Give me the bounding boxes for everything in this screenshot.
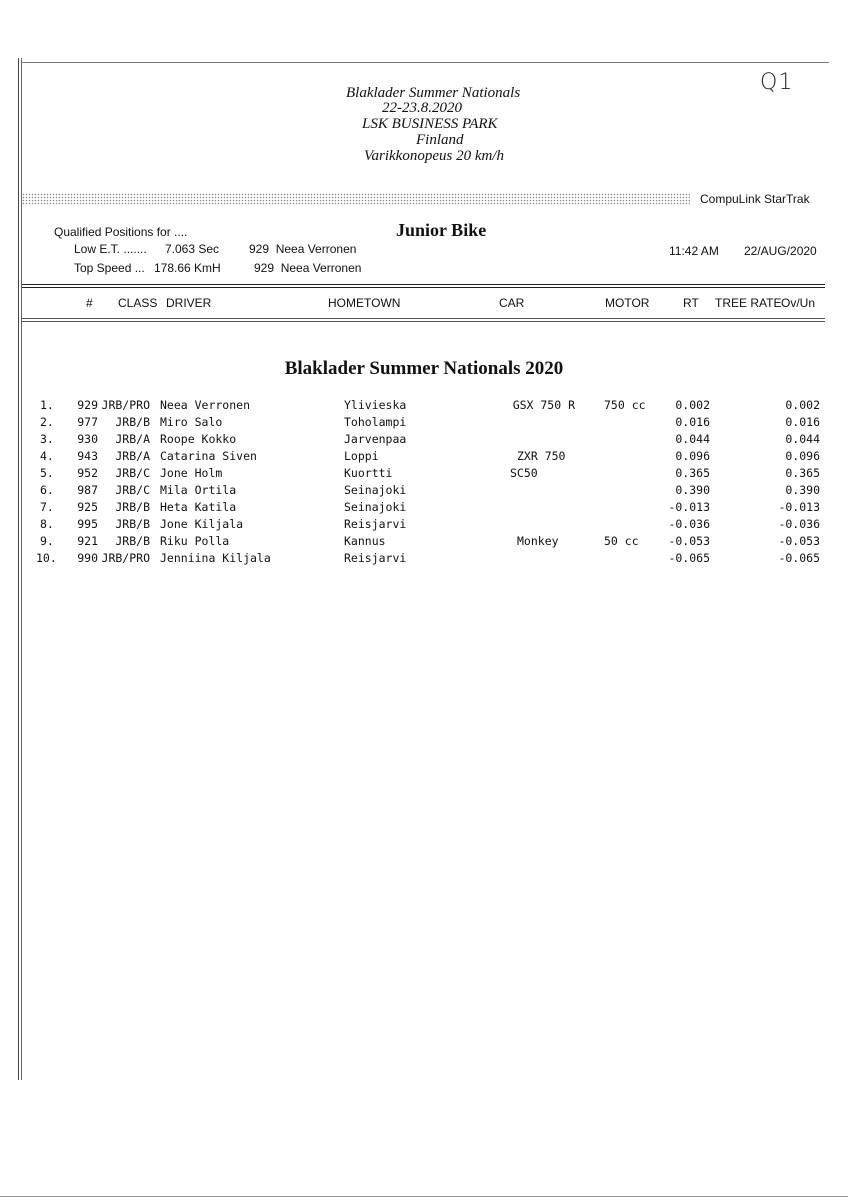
page-border-left-inner (21, 58, 22, 1080)
low-et-label: Low E.T. ....... (74, 242, 147, 256)
cell-pos: 3. (40, 432, 54, 446)
table-row (0, 517, 848, 534)
cell-ov-un: -0.013 (778, 500, 820, 514)
class-title: Junior Bike (396, 220, 487, 240)
cell-driver: Heta Katila (160, 500, 237, 514)
event-pit-speed: Varikkonopeus 20 km/h (364, 148, 504, 164)
cell-class: JRB/B (115, 415, 150, 429)
cell-class: JRB/A (115, 432, 150, 446)
cell-class: JRB/B (115, 534, 150, 548)
table-row (0, 398, 848, 415)
cell-class: JRB/A (115, 449, 150, 463)
cell-num: 929 (77, 398, 98, 412)
cell-class: JRB/C (115, 466, 150, 480)
cell-num: 952 (77, 466, 98, 480)
cell-driver: Catarina Siven (160, 449, 257, 463)
cell-ov-un: 0.044 (785, 432, 820, 446)
cell-pos: 1. (40, 398, 54, 412)
col-driver: DRIVER (166, 296, 212, 310)
cell-rt: -0.013 (668, 500, 710, 514)
header-rule-bottom (22, 318, 825, 319)
cell-class: JRB/PRO (101, 551, 150, 565)
cell-car: Monkey (517, 534, 559, 548)
cell-num: 987 (77, 483, 98, 497)
cell-hometown: Ylivieska (344, 398, 407, 412)
cell-driver: Roope Kokko (160, 432, 237, 446)
cell-driver: Jone Holm (160, 466, 223, 480)
table-row (0, 500, 848, 517)
cell-hometown: Loppi (344, 449, 379, 463)
low-et-value: 7.063 Sec (165, 242, 220, 256)
cell-class: JRB/B (115, 517, 150, 531)
cell-driver: Riku Polla (160, 534, 230, 548)
cell-ov-un: -0.053 (778, 534, 820, 548)
dotted-separator (22, 193, 690, 205)
cell-num: 943 (77, 449, 98, 463)
table-row (0, 466, 848, 483)
cell-driver: Jenniina Kiljala (160, 551, 271, 565)
cell-hometown: Kannus (344, 534, 386, 548)
cell-pos: 6. (40, 483, 54, 497)
col-hometown: HOMETOWN (328, 296, 401, 310)
cell-pos: 4. (40, 449, 54, 463)
col-ov-un: Ov/Un (781, 296, 816, 310)
cell-pos: 9. (40, 534, 54, 548)
col-num: # (86, 296, 93, 310)
cell-num: 921 (77, 534, 98, 548)
low-et-holder: 929 Neea Verronen (249, 242, 357, 256)
cell-driver: Miro Salo (160, 415, 223, 429)
page-border-bottom (0, 1196, 848, 1197)
report-time: 11:42 AM (669, 244, 719, 258)
cell-rt: -0.036 (668, 517, 710, 531)
cell-num: 930 (77, 432, 98, 446)
cell-rt: 0.016 (675, 415, 710, 429)
cell-hometown: Kuortti (344, 466, 393, 480)
table-row (0, 534, 848, 551)
col-tree-rate: TREE RATE (715, 296, 782, 310)
cell-motor: 50 cc (604, 534, 639, 548)
table-row (0, 483, 848, 500)
cell-class: JRB/PRO (101, 398, 150, 412)
cell-hometown: Seinajoki (344, 483, 407, 497)
cell-rt: 0.390 (675, 483, 710, 497)
cell-driver: Neea Verronen (160, 398, 251, 412)
top-speed-holder: 929 Neea Verronen (254, 261, 362, 275)
cell-pos: 10. (36, 551, 57, 565)
cell-num: 925 (77, 500, 98, 514)
cell-hometown: Reisjarvi (344, 517, 407, 531)
cell-class: JRB/B (115, 500, 150, 514)
cell-ov-un: 0.390 (785, 483, 820, 497)
cell-num: 990 (77, 551, 98, 565)
handwritten-note: Q1 (760, 70, 794, 95)
cell-ov-un: 0.016 (785, 415, 820, 429)
cell-pos: 5. (40, 466, 54, 480)
cell-num: 977 (77, 415, 98, 429)
cell-ov-un: -0.065 (778, 551, 820, 565)
cell-car: ZXR 750 (517, 449, 566, 463)
event-dates: 22-23.8.2020 (382, 100, 462, 116)
report-date: 22/AUG/2020 (744, 244, 817, 258)
header-rule-top-2 (22, 287, 825, 288)
header-rule-bottom-2 (22, 321, 825, 322)
cell-ov-un: -0.036 (778, 517, 820, 531)
cell-class: JRB/C (115, 483, 150, 497)
cell-rt: 0.096 (675, 449, 710, 463)
cell-driver: Jone Kiljala (160, 517, 244, 531)
section-title: Blaklader Summer Nationals 2020 (284, 358, 564, 379)
cell-ov-un: 0.096 (785, 449, 820, 463)
cell-rt: -0.053 (668, 534, 710, 548)
table-row (0, 432, 848, 449)
cell-pos: 7. (40, 500, 54, 514)
cell-motor: 750 cc (604, 398, 646, 412)
cell-hometown: Toholampi (344, 415, 407, 429)
cell-rt: 0.002 (675, 398, 710, 412)
table-row (0, 449, 848, 466)
cell-rt: 0.044 (675, 432, 710, 446)
table-row (0, 415, 848, 432)
cell-pos: 2. (40, 415, 54, 429)
cell-rt: 0.365 (675, 466, 710, 480)
top-speed-value: 178.66 KmH (154, 261, 221, 275)
cell-car: SC50 (510, 466, 538, 480)
qualified-label: Qualified Positions for .... (54, 225, 188, 239)
cell-rt: -0.065 (668, 551, 710, 565)
cell-driver: Mila Ortila (160, 483, 237, 497)
table-row (0, 551, 848, 568)
col-rt: RT (683, 296, 699, 310)
cell-ov-un: 0.365 (785, 466, 820, 480)
vendor-label: CompuLink StarTrak (700, 192, 810, 206)
cell-pos: 8. (40, 517, 54, 531)
cell-hometown: Jarvenpaa (344, 432, 407, 446)
event-country: Finland (416, 132, 464, 148)
cell-hometown: Reisjarvi (344, 551, 407, 565)
cell-ov-un: 0.002 (785, 398, 820, 412)
header-rule-top (22, 284, 825, 285)
cell-hometown: Seinajoki (344, 500, 407, 514)
page-border-top (21, 62, 829, 63)
col-motor: MOTOR (605, 296, 650, 310)
top-speed-label: Top Speed ... (74, 261, 145, 275)
cell-car: GSX 750 R (512, 398, 575, 412)
event-title: Blaklader Summer Nationals (346, 85, 521, 101)
event-venue: LSK BUSINESS PARK (362, 116, 498, 132)
cell-num: 995 (77, 517, 98, 531)
col-class: CLASS (118, 296, 158, 310)
page-border-left (18, 58, 19, 1080)
col-car: CAR (499, 296, 525, 310)
